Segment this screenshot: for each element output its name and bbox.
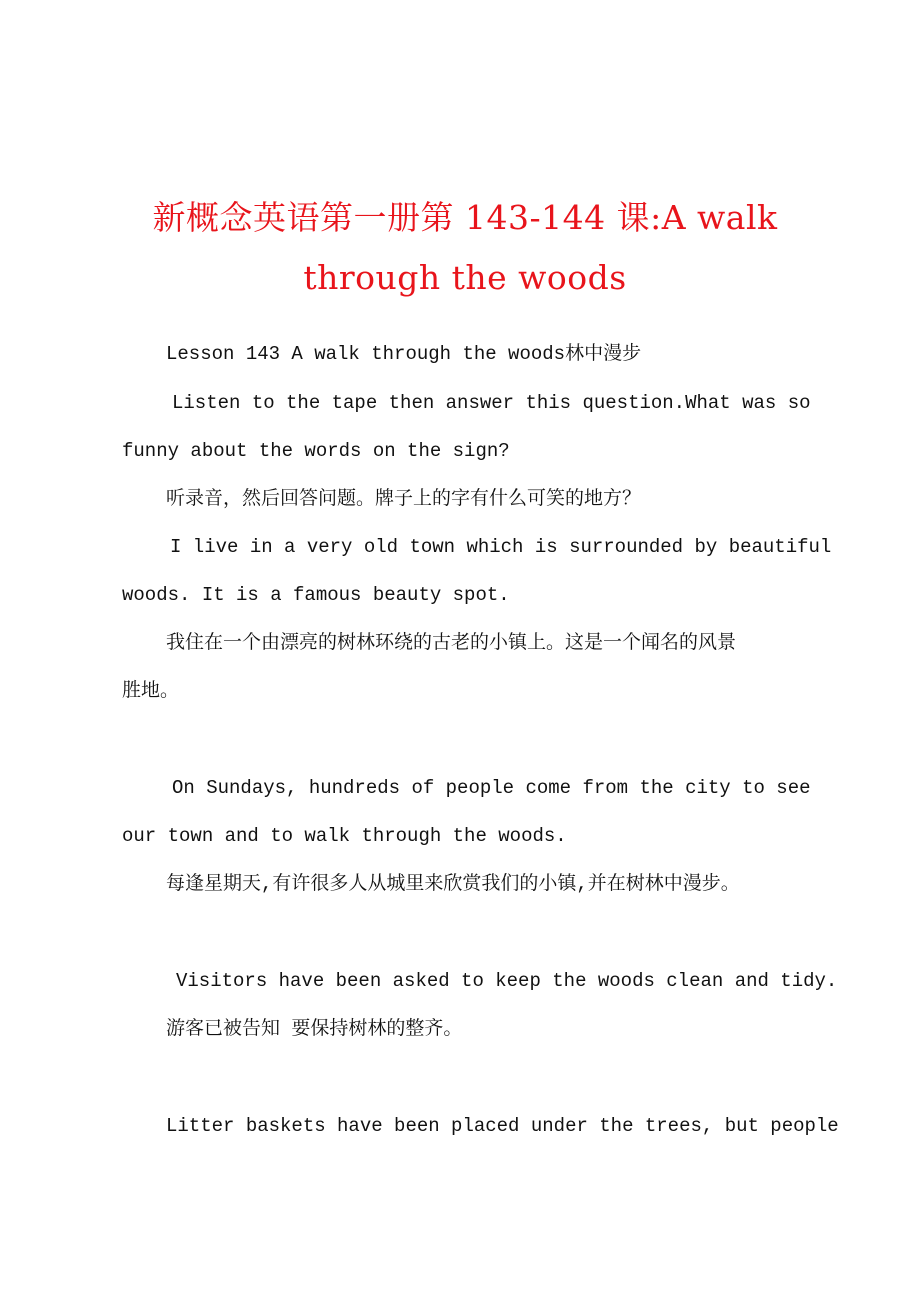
question-en-line-1: Listen to the tape then answer this question.What was so bbox=[172, 392, 811, 414]
para2-en-line-2: our town and to walk through the woods. bbox=[122, 825, 567, 847]
para2-zh: 每逢星期天,有许很多人从城里来欣赏我们的小镇,并在树林中漫步。 bbox=[166, 873, 740, 895]
para1-zh-line-2: 胜地。 bbox=[122, 680, 180, 702]
question-zh: 听录音，然后回答问题。牌子上的字有什么可笑的地方？ bbox=[166, 488, 642, 510]
para3-zh: 游客已被告知 要保持树林的整齐。 bbox=[166, 1018, 463, 1040]
title-line-1: 新概念英语第一册第 143-144 课:A walk bbox=[152, 198, 778, 237]
para2-en-line-1: On Sundays, hundreds of people come from the city to see bbox=[172, 777, 811, 799]
para1-zh-line-1: 我住在一个由漂亮的树林环绕的古老的小镇上。这是一个闻名的风景 bbox=[166, 632, 737, 654]
para4-en-line-1: Litter baskets have been placed under the trees, but people bbox=[166, 1115, 839, 1137]
question-en-line-2: funny about the words on the sign? bbox=[122, 440, 510, 462]
para1-en-line-1: I live in a very old town which is surrounded by beautiful bbox=[170, 536, 832, 558]
para1-en-line-2: woods. It is a famous beauty spot. bbox=[122, 584, 510, 606]
lesson-heading: Lesson 143 A walk through the woods林中漫步 bbox=[166, 343, 642, 365]
title-line-2: through the woods bbox=[303, 258, 627, 297]
para3-en: Visitors have been asked to keep the woods clean and tidy. bbox=[176, 970, 838, 992]
document-title bbox=[120, 188, 810, 308]
